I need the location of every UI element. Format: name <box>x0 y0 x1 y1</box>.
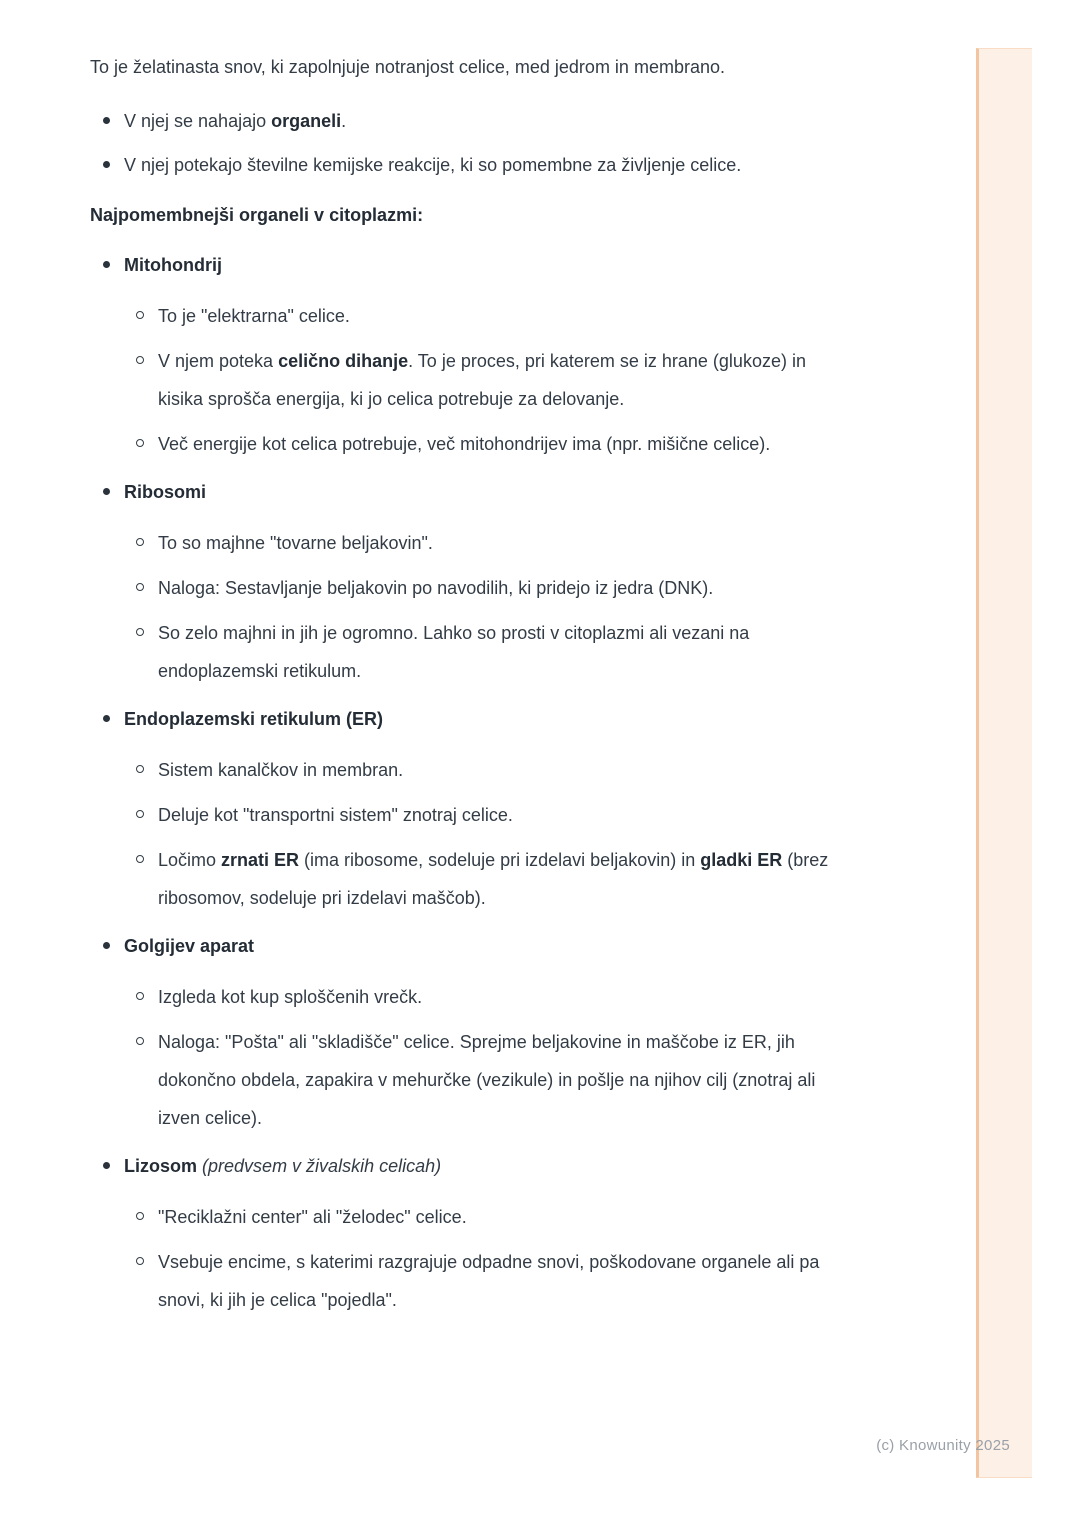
organelle-sublist <box>124 978 830 1137</box>
organelle-sublist <box>124 524 830 690</box>
organelle-sublist <box>124 297 830 463</box>
list-item <box>124 614 830 690</box>
organelle-title: Mitohondrij <box>124 255 222 275</box>
list-item-text: Izgleda kot kup sploščenih vrečk. <box>158 987 423 1007</box>
organelle-item-golgijev-aparat <box>90 927 830 1137</box>
document-content <box>90 46 830 1329</box>
list-item <box>124 751 830 789</box>
list-item-text: To so majhne "tovarne beljakovin". <box>158 533 433 553</box>
intro-paragraph: To je želatinasta snov, ki zapolnjuje notranjost celice, med jedrom in membrano. <box>90 57 725 77</box>
list-item <box>90 102 830 140</box>
list-item-text: Več energije kot celica potrebuje, več mitohondrijev ima (npr. mišične celice). <box>158 434 771 454</box>
organelle-title: Ribosomi <box>124 482 207 502</box>
list-item <box>124 1243 830 1319</box>
organelle-sublist <box>124 751 830 917</box>
organelle-item-endoplazemski-retikulum <box>90 700 830 917</box>
list-item <box>124 841 830 917</box>
list-item <box>124 425 830 463</box>
organelle-list <box>90 246 830 1319</box>
list-item <box>124 342 830 418</box>
list-item <box>124 297 830 335</box>
list-item-text: Vsebuje encime, s katerimi razgrajuje odpadne snovi, poškodovane organele ali pa snovi, ki jih je celica "pojedla". <box>158 1252 820 1310</box>
list-item-text: Sistem kanalčkov in membran. <box>158 760 404 780</box>
list-item <box>90 146 830 184</box>
right-highlight-stripe <box>976 48 1032 1478</box>
list-item <box>124 796 830 834</box>
organelle-item-lizosom <box>90 1147 830 1319</box>
organelle-item-ribosomi <box>90 473 830 690</box>
watermark: (c) Knowunity 2025 <box>876 1437 1010 1454</box>
organelle-sublist <box>124 1198 830 1319</box>
organelle-title: Lizosom (predvsem v živalskih celicah) <box>124 1156 442 1176</box>
list-item-text: V njej potekajo številne kemijske reakcije, ki so pomembne za življenje celice. <box>124 155 742 175</box>
list-item-text: Deluje kot "transportni sistem" znotraj celice. <box>158 805 513 825</box>
list-item <box>124 1023 830 1137</box>
list-item-text: Ločimo zrnati ER (ima ribosome, sodeluje pri izdelavi beljakovin) in gladki ER (brez ribosomov, sodeluje pri izdelavi maščob). <box>158 850 829 908</box>
section-heading: Najpomembnejši organeli v citoplazmi: <box>90 205 424 225</box>
organelle-item-mitohondrij <box>90 246 830 463</box>
list-item <box>124 569 830 607</box>
list-item-text: So zelo majhni in jih je ogromno. Lahko so prosti v citoplazmi ali vezani na endoplazemski retikulum. <box>158 623 750 681</box>
list-item-text: Naloga: Sestavljanje beljakovin po navodilih, ki pridejo iz jedra (DNK). <box>158 578 714 598</box>
list-item <box>124 524 830 562</box>
list-item <box>124 1198 830 1236</box>
organelle-title: Golgijev aparat <box>124 936 255 956</box>
list-item-text: V njem poteka celično dihanje. To je proces, pri katerem se iz hrane (glukoze) in kisika sprošča energija, ki jo celica potrebuje za delovanje. <box>158 351 806 409</box>
organelle-title: Endoplazemski retikulum (ER) <box>124 709 384 729</box>
list-item-text: "Reciklažni center" ali "želodec" celice. <box>158 1207 467 1227</box>
list-item-text: Naloga: "Pošta" ali "skladišče" celice. Sprejme beljakovine in maščobe iz ER, jih dokončno obdela, zapakira v mehurčke (vezikule) in pošlje na njihov cilj (znotraj ali izven celice). <box>158 1032 816 1128</box>
list-item-text: To je "elektrarna" celice. <box>158 306 350 326</box>
list-item <box>124 978 830 1016</box>
list-item-text: V njej se nahajajo organeli. <box>124 111 347 131</box>
intro-bullet-list <box>90 102 830 184</box>
